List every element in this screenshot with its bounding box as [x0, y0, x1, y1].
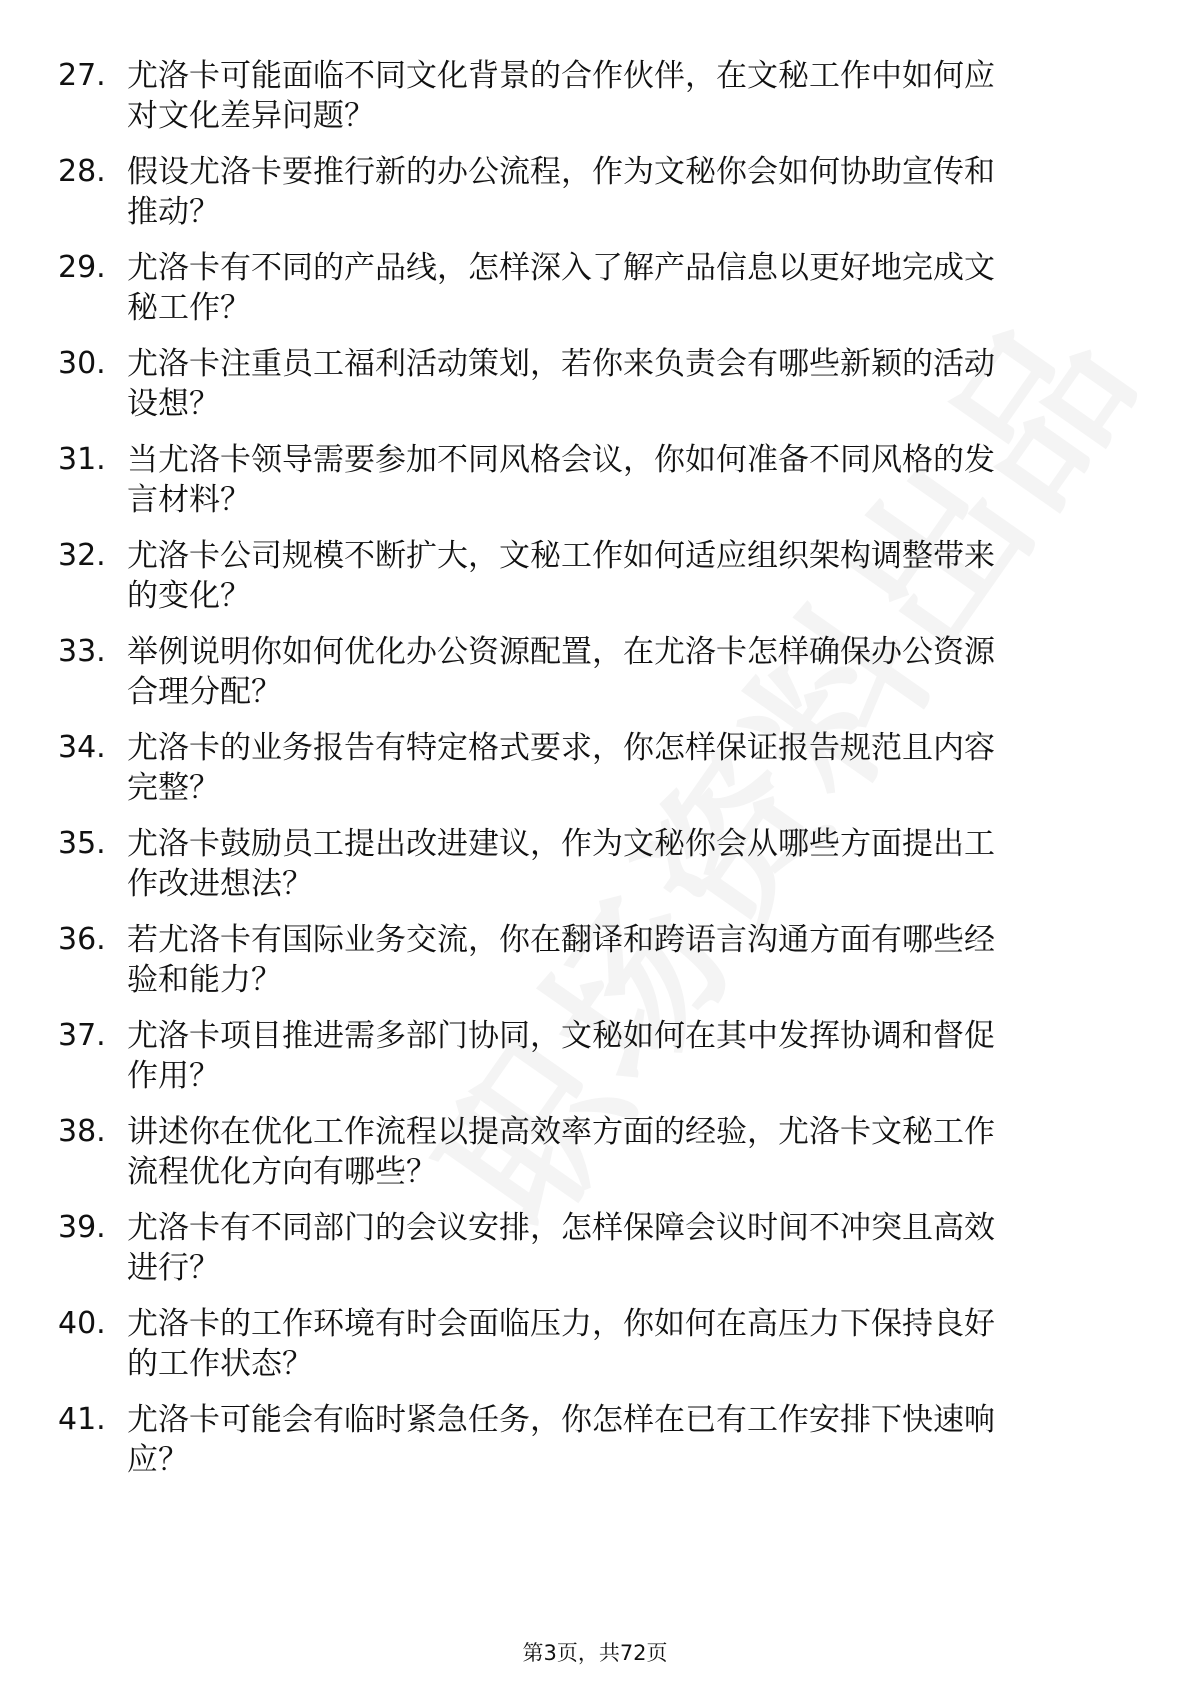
question-line: 应？	[127, 1442, 189, 1478]
list-item	[0, 528, 1190, 624]
question-line: 流程优化方向有哪些？	[127, 1154, 437, 1190]
question-text	[127, 1112, 1117, 1192]
question-list	[0, 48, 1190, 1488]
question-number: 39.	[58, 1210, 106, 1245]
question-line: 若尤洛卡有国际业务交流，你在翻译和跨语言沟通方面有哪些经	[127, 922, 995, 958]
question-text	[127, 824, 1117, 904]
list-item	[0, 336, 1190, 432]
question-line: 验和能力？	[127, 962, 282, 998]
list-item	[0, 1008, 1190, 1104]
question-number: 31.	[58, 442, 106, 477]
question-text	[127, 56, 1117, 136]
question-text	[127, 1304, 1117, 1384]
question-number: 32.	[58, 538, 106, 573]
list-item	[0, 144, 1190, 240]
list-item	[0, 912, 1190, 1008]
question-number: 41.	[58, 1402, 106, 1437]
question-text	[127, 536, 1117, 616]
list-item	[0, 48, 1190, 144]
question-number: 36.	[58, 922, 106, 957]
question-line: 言材料？	[127, 482, 251, 518]
question-line: 当尤洛卡领导需要参加不同风格会议，你如何准备不同风格的发	[127, 442, 995, 478]
question-line: 尤洛卡公司规模不断扩大，文秘工作如何适应组织架构调整带来	[127, 538, 995, 574]
question-line: 作改进想法？	[127, 866, 313, 902]
question-number: 34.	[58, 730, 106, 765]
list-item	[0, 1296, 1190, 1392]
question-line: 尤洛卡可能面临不同文化背景的合作伙伴，在文秘工作中如何应	[127, 58, 995, 94]
question-line: 的工作状态？	[127, 1346, 313, 1382]
question-line: 尤洛卡的工作环境有时会面临压力，你如何在高压力下保持良好	[127, 1306, 995, 1342]
question-line: 尤洛卡可能会有临时紧急任务，你怎样在已有工作安排下快速响	[127, 1402, 995, 1438]
question-line: 的变化？	[127, 578, 251, 614]
question-line: 合理分配？	[127, 674, 282, 710]
question-text	[127, 344, 1117, 424]
question-number: 33.	[58, 634, 106, 669]
question-line: 尤洛卡有不同的产品线，怎样深入了解产品信息以更好地完成文	[127, 250, 995, 286]
question-number: 27.	[58, 58, 106, 93]
question-number: 29.	[58, 250, 106, 285]
question-line: 推动？	[127, 194, 220, 230]
question-text	[127, 248, 1117, 328]
list-item	[0, 1200, 1190, 1296]
question-text	[127, 632, 1117, 712]
question-line: 作用？	[127, 1058, 220, 1094]
question-line: 尤洛卡有不同部门的会议安排，怎样保障会议时间不冲突且高效	[127, 1210, 995, 1246]
list-item	[0, 720, 1190, 816]
list-item	[0, 240, 1190, 336]
question-number: 28.	[58, 154, 106, 189]
question-text	[127, 152, 1117, 232]
page-footer	[0, 1637, 1190, 1667]
question-line: 完整？	[127, 770, 220, 806]
question-line: 假设尤洛卡要推行新的办公流程，作为文秘你会如何协助宣传和	[127, 154, 995, 190]
question-line: 尤洛卡项目推进需多部门协同，文秘如何在其中发挥协调和督促	[127, 1018, 995, 1054]
question-line: 设想？	[127, 386, 220, 422]
question-number: 35.	[58, 826, 106, 861]
question-line: 尤洛卡注重员工福利活动策划，若你来负责会有哪些新颖的活动	[127, 346, 995, 382]
question-number: 40.	[58, 1306, 106, 1341]
question-line: 尤洛卡鼓励员工提出改进建议，作为文秘你会从哪些方面提出工	[127, 826, 995, 862]
question-number: 38.	[58, 1114, 106, 1149]
page-number: 第3页，共72页	[522, 1641, 668, 1665]
question-text	[127, 440, 1117, 520]
list-item	[0, 816, 1190, 912]
list-item	[0, 1392, 1190, 1488]
list-item	[0, 1104, 1190, 1200]
question-text	[127, 1400, 1117, 1480]
question-line: 讲述你在优化工作流程以提高效率方面的经验，尤洛卡文秘工作	[127, 1114, 995, 1150]
question-text	[127, 1208, 1117, 1288]
question-text	[127, 1016, 1117, 1096]
list-item	[0, 624, 1190, 720]
question-number: 30.	[58, 346, 106, 381]
question-line: 对文化差异问题？	[127, 98, 375, 134]
question-text	[127, 920, 1117, 1000]
question-text	[127, 728, 1117, 808]
question-line: 尤洛卡的业务报告有特定格式要求，你怎样保证报告规范且内容	[127, 730, 995, 766]
list-item	[0, 432, 1190, 528]
question-number: 37.	[58, 1018, 106, 1053]
question-line: 进行？	[127, 1250, 220, 1286]
question-line: 举例说明你如何优化办公资源配置，在尤洛卡怎样确保办公资源	[127, 634, 995, 670]
question-line: 秘工作？	[127, 290, 251, 326]
